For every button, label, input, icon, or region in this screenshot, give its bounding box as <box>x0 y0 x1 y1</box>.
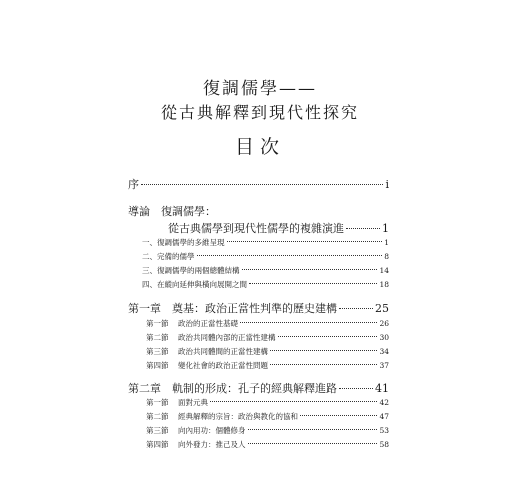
toc-entry-page: 30 <box>379 333 389 342</box>
dot-leader <box>242 269 378 270</box>
toc-entry-page: 41 <box>375 382 389 395</box>
section-number: 第四節 <box>146 440 169 449</box>
toc-entry-label: 一、復調儒學的多維呈現 <box>142 238 225 247</box>
dot-leader <box>270 350 377 351</box>
section-number: 第二節 <box>146 333 169 342</box>
toc-entry-page: 26 <box>379 319 389 328</box>
toc-entry-label: 變化社會的政治正當性問題 <box>178 361 268 370</box>
toc-entry-label: 經典解釋的宗旨：政治與教化的協和 <box>178 412 298 421</box>
dot-leader <box>240 322 377 323</box>
toc-entry-page: 34 <box>379 347 389 356</box>
toc-section <box>146 425 389 436</box>
toc-entry-page: 42 <box>379 398 389 407</box>
toc-entry-intro <box>168 220 389 236</box>
dot-leader <box>249 283 377 284</box>
book-title: 復調儒學—— <box>203 79 317 99</box>
toc-entry-page: 1 <box>382 222 389 235</box>
dot-leader <box>346 228 380 229</box>
section-number: 第四節 <box>146 361 169 370</box>
toc-entry-label: 序 <box>128 178 139 191</box>
toc-entry-label: 第一章 奠基：政治正當性判準的歷史建構 <box>128 302 337 315</box>
toc-entry-page: 14 <box>379 266 389 275</box>
dot-leader <box>227 241 383 242</box>
toc-entry-preface <box>128 176 389 192</box>
dot-leader <box>339 308 373 309</box>
toc-entry-page: 18 <box>379 280 389 289</box>
dot-leader <box>197 255 383 256</box>
dot-leader <box>248 443 378 444</box>
dot-leader <box>300 415 377 416</box>
toc-section <box>146 346 389 357</box>
section-number: 第二節 <box>146 412 169 421</box>
dot-leader <box>210 401 377 402</box>
toc-subentry <box>142 265 389 276</box>
section-number: 第三節 <box>146 347 169 356</box>
toc-entry-chapter-2 <box>128 380 389 396</box>
section-number: 第一節 <box>146 319 169 328</box>
toc-entry-label: 向外發力：推己及人 <box>178 440 246 449</box>
toc-entry-label: 政治共同體間的正當性建構 <box>178 347 268 356</box>
toc-entry-intro-label: 導論 復調儒學： <box>128 205 216 218</box>
toc-entry-chapter-1 <box>128 300 389 316</box>
toc-entry-page: i <box>385 178 389 191</box>
dot-leader <box>141 184 383 185</box>
toc-entry-label: 向內用功：個體修身 <box>178 426 246 435</box>
toc-section <box>146 318 389 329</box>
dot-leader <box>248 429 378 430</box>
toc-entry-page: 58 <box>379 440 389 449</box>
toc-section <box>146 397 389 408</box>
toc-subentry <box>142 279 389 290</box>
toc-entry-label: 三、復調儒學的兩個總體結構 <box>142 266 240 275</box>
toc-entry-page: 1 <box>384 238 389 247</box>
toc-subentry <box>142 237 389 248</box>
book-subtitle: 從古典解釋到現代性探究 <box>160 103 359 122</box>
toc-section <box>146 332 389 343</box>
toc-entry-label: 四、在縱向延伸與橫向展開之間 <box>142 280 247 289</box>
toc-heading: 目次 <box>234 136 285 158</box>
toc-entry-page: 8 <box>384 252 389 261</box>
toc-entry-page: 47 <box>379 412 389 421</box>
dot-leader <box>278 336 378 337</box>
section-number: 第三節 <box>146 426 169 435</box>
dot-leader <box>270 364 377 365</box>
toc-entry-label: 二、完備的儒學 <box>142 252 195 261</box>
toc-entry-page: 25 <box>375 302 389 315</box>
toc-entry-label: 政治共同體內部的正當性建構 <box>178 333 276 342</box>
toc-entry-label: 從古典儒學到現代性儒學的複雜演進 <box>168 222 344 235</box>
section-number: 第一節 <box>146 398 169 407</box>
toc-section <box>146 411 389 422</box>
toc-entry-label: 面對元典 <box>178 398 208 407</box>
toc-section <box>146 439 389 450</box>
toc-entry-label: 政治的正當性基礎 <box>178 319 238 328</box>
toc-entry-page: 53 <box>379 426 389 435</box>
toc-section <box>146 360 389 371</box>
toc-subentry <box>142 251 389 262</box>
dot-leader <box>339 388 373 389</box>
toc-entry-label: 第二章 軌制的形成：孔子的經典解釋進路 <box>128 382 337 395</box>
toc-entry-page: 37 <box>379 361 389 370</box>
